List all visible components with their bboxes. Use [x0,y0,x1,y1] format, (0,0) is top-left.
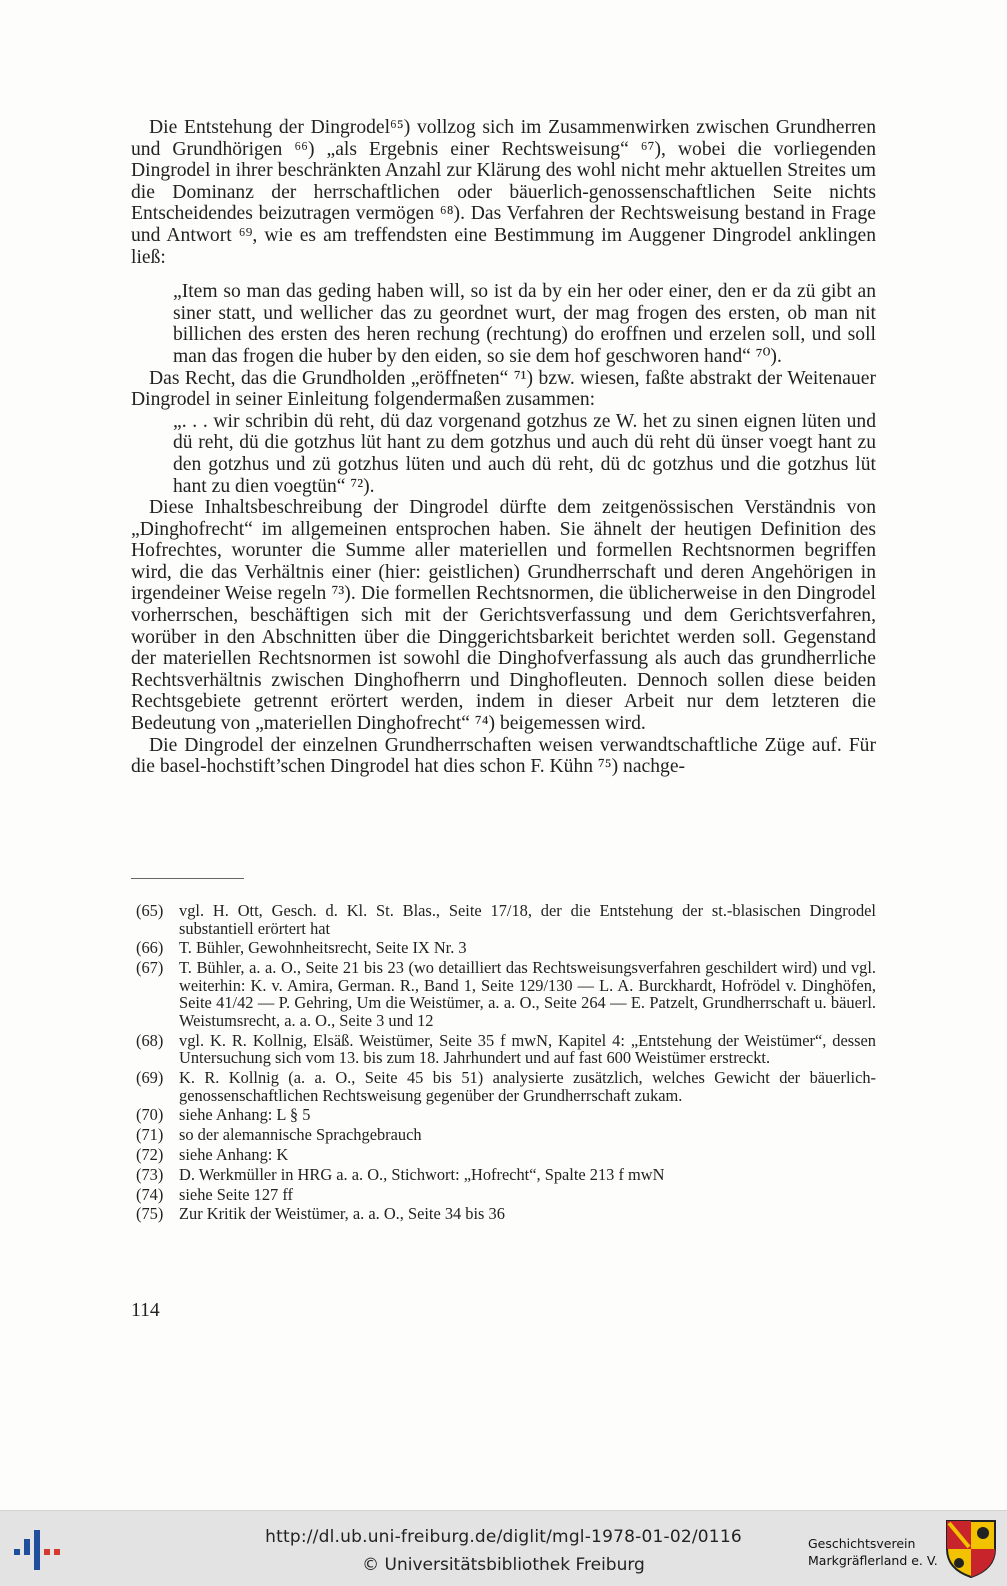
footnote-number: (65) [136,901,164,920]
footnote-text: so der alemannische Sprachgebrauch [179,1125,422,1145]
footnote-number: (68) [136,1030,164,1050]
footnote [136,1205,876,1223]
footnote [136,902,876,937]
footnote [136,1186,876,1204]
footnote-number: (69) [136,1068,164,1088]
paragraph-entstehung: Die Entstehung der Dingrodel⁶⁵) vollzog sich im Zusammenwirken zwischen Grundherren und Grundhörigen ⁶⁶) „als Ergebnis einer Rechtsweisung“ ⁶⁷), wobei die vorliegenden Dingrodel in ihrer beschränkten Anzahl zur Klärung des wohl nicht mehr aktuellen Streites um die Dominanz der herrschaftlichen oder bäuerlich-genossenschaftlichen Seite nichts Entscheidendes beizutragen vermögen ⁶⁸). Das Verfahren der Rechtsweisung bestand in Frage und Antwort ⁶⁹, wie es am treffendsten eine Bestimmung im Auggener Dingrodel anklingen ließ: [131,117,876,268]
footnote-number: (72) [136,1145,164,1165]
footnote-number: (74) [136,1184,164,1204]
main-text [131,117,876,778]
footnote-number: (70) [136,1105,164,1125]
quote-weitenauer-dingrodel: „. . . wir schribin dü reht, dü daz vorgenand gotzhus ze W. het zu sinen eignen lüten und dü reht, dü die gotzhus lüt hant zu dem gotzhus und auch dü reht dü ünser voegt hant zu den gotzhus und zü gotzhus lüten und auch dü reht, dü dc gotzhus und die gotzhus lüt hant zu dien voegtün“ ⁷²). [173,410,876,497]
footer-copyright: © Universitätsbibliothek Freiburg [362,1555,645,1575]
coat-of-arms-icon[interactable] [945,1519,997,1579]
society-name [808,1535,938,1569]
footnote-number: (73) [136,1164,164,1184]
footnote-text: vgl. K. R. Kollnig, Elsäß. Weistümer, Seite 35 f mwN, Kapitel 4: „Entstehung der Weistümer“, dessen Untersuchung sich vom 13. bis zum 18. Jahrhundert und auf fast 600 Weistümer erstreckt. [179,1030,876,1068]
footnote [136,1126,876,1144]
footnote [136,1032,876,1067]
page-number: 114 [131,1300,160,1321]
footnote-text: T. Bühler, Gewohnheitsrecht, Seite IX Nr. 3 [179,938,467,958]
footnote [136,939,876,957]
footnote-text: K. R. Kollnig (a. a. O., Seite 45 bis 51) analysierte zusätzlich, welches Gewicht der bäuerlich-genossenschaftlichen Rechtsweisung gegenüber der Grundherrschaft zukam. [179,1068,876,1105]
footer-url-link[interactable]: http://dl.ub.uni-freiburg.de/diglit/mgl-1978-01-02/0116 [265,1527,742,1547]
paragraph-verwandtschaft: Die Dingrodel der einzelnen Grundherrschaften weisen verwandtschaftliche Züge auf. Für die basel-hochstift’schen Dingrodel hat dies schon F. Kühn ⁷⁵) nachge- [131,734,876,778]
footnote-text: Zur Kritik der Weistümer, a. a. O., Seite 34 bis 36 [179,1204,505,1224]
footer-bar [0,1510,1007,1586]
footnote [136,1069,876,1104]
footnote [136,1166,876,1184]
footnote-number: (67) [136,958,164,978]
society-name-line2: Markgräflerland e. V. [808,1553,938,1568]
footnote-text: D. Werkmüller in HRG a. a. O., Stichwort: „Hofrecht“, Spalte 213 f mwN [179,1164,665,1184]
footnote-number: (75) [136,1204,164,1224]
footnote-text: siehe Anhang: K [179,1145,289,1165]
footnote-text: siehe Anhang: L § 5 [179,1105,311,1125]
quote-auggener-dingrodel: „Item so man das geding haben will, so ist da by ein her oder einer, den er da zü gibt an siner statt, und wellicher das zu geordnet wurt, der mag frogen des ersten, ob man nit billichen des ersten des heren rechung (rechtung) do eroffnen und erzelen soll, und soll man das frogen die huber by den eiden, so sie dem hof geschworen hand“ ⁷⁰). [173,281,876,367]
footnote-text: vgl. H. Ott, Gesch. d. Kl. St. Blas., Seite 17/18, der die Entstehung der st.-blasischen Dingrodel substantiell erörtert hat [179,901,876,938]
footnote [136,1146,876,1164]
footnote [136,959,876,1029]
footnote-number: (71) [136,1125,164,1145]
society-name-line1: Geschichtsverein [808,1536,916,1551]
footnote-rule [131,878,244,879]
footnote-text: siehe Seite 127 ff [179,1184,293,1204]
paragraph-recht: Das Recht, das die Grundholden „eröffneten“ ⁷¹) bzw. wiesen, faßte abstrakt der Weitenauer Dingrodel in seiner Einleitung folgendermaßen zusammen: [131,367,876,411]
footnote-number: (66) [136,938,164,958]
paragraph-inhaltsbeschreibung: Diese Inhaltsbeschreibung der Dingrodel dürfte dem zeitgenössischen Verständnis von „Dinghofrecht“ im allgemeinen entsprochen haben. Sie ähnelt der heutigen Definition des Hofrechtes, worunter die Summe aller materiellen und formellen Rechtsnormen begriffen wird, die das Verhältnis einer (hier: geistlichen) Grundherrschaft und deren Angehörigen in irgendeiner Weise regeln ⁷³). Die formellen Rechtsnormen, die üblicherweise in den Dingrodel vorherrschen, beschäftigen sich mit der Gerichtsverfassung und dem Gerichtsverfahren, worüber in den Abschnitten über die Dinggerichtsbarkeit berichtet werden soll. Gegenstand der materiellen Rechtsnormen ist sowohl die Dinghofverfassung als auch das grundherrliche Rechtsverhältnis zwischen Dinghofherrn und Dinghofleuten. Dennoch sollen diese beiden Rechtsgebiete getrennt erörtert werden, indem in dieser Arbeit nur dem letzteren die Bedeutung von „materiellen Dinghofrecht“ ⁷⁴) beigemessen wird. [131,497,876,735]
footnotes [136,902,876,1225]
footnote [136,1106,876,1124]
footnote-text: T. Bühler, a. a. O., Seite 21 bis 23 (wo detailliert das Rechtsweisungsverfahren geschildert wird) und vgl. weiterhin: K. v. Amira, German. R., Band 1, Seite 129/130 — L. A. Burckhardt, Hofrödel v. Dinghöfen, Seite 41/42 — P. Gehring, Um die Weistümer, a. a. O., Seite 264 — E. Patzelt, Grundherrschaft u. bäuerl. Weistumsrecht, a. a. O., Seite 3 und 12 [179,958,876,1030]
